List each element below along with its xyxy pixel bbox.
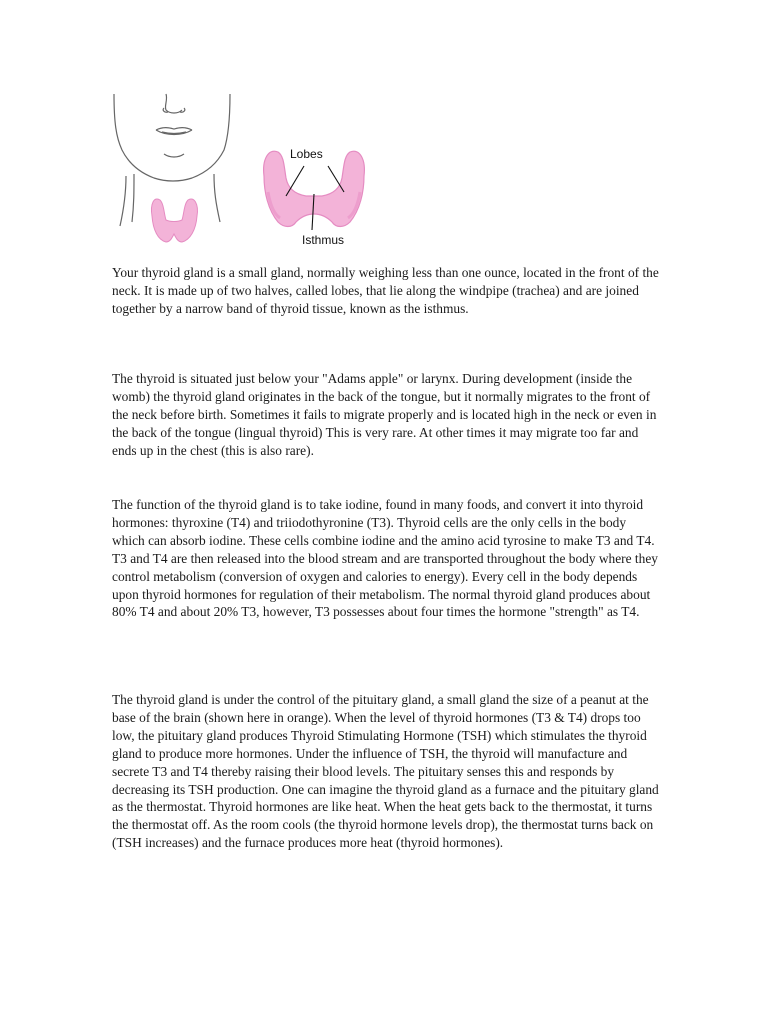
thyroid-illustration xyxy=(108,92,368,252)
thyroid-diagram xyxy=(108,92,368,252)
lobes-label: Lobes xyxy=(290,147,323,161)
paragraph-pituitary-control: The thyroid gland is under the control of the pituitary gland, a small gland the size of a peanut at the base of the brain (shown here in orange). When the level of thyroid hormones (T3 & T4) drops too low, the pituitary gland produces Thyroid Stimulating Hormone (TSH) which stimulates the thyroid gland to produce more hormones. Under the influence of TSH, the thyroid will manufacture and secrete T3 and T4 thereby raising their blood levels. The pituitary senses this and responds by decreasing its TSH production. One can imagine the thyroid gland as a furnace and the pituitary gland as the thermostat. Thyroid hormones are like heat. When the heat gets back to the thermostat, it turns the thermostat off. As the room cools (the thyroid hormone levels drop), the thermostat turns back on (TSH increases) and the furnace produces more heat (thyroid hormones). xyxy=(112,692,659,851)
large-thyroid-icon xyxy=(264,151,365,226)
face-neck-outline xyxy=(114,94,230,226)
paragraph-thyroid-description: Your thyroid gland is a small gland, normally weighing less than one ounce, located in the front of the neck. It is made up of two halves, called lobes, that lie along the windpipe (trachea) and are joined together by a narrow band of thyroid tissue, known as the isthmus. xyxy=(112,265,659,316)
neck-thyroid-icon xyxy=(151,199,197,242)
paragraph-thyroid-location: The thyroid is situated just below your "Adams apple" or larynx. During development (inside the womb) the thyroid gland originates in the back of the tongue, but it normally migrates to the front of the neck before birth. Sometimes it fails to migrate properly and is located high in the neck or even in the back of the tongue (lingual thyroid) This is very rare. At other times it may migrate too far and ends up in the chest (this is also rare). xyxy=(112,371,657,458)
isthmus-label: Isthmus xyxy=(302,233,345,247)
paragraph-thyroid-function: The function of the thyroid gland is to take iodine, found in many foods, and convert it into thyroid hormones: thyroxine (T4) and triiodothyronine (T3). Thyroid cells are the only cells in the body which can absorb iodine. These cells combine iodine and the amino acid tyrosine to make T3 and T4. T3 and T4 are then released into the blood stream and are transported throughout the body where they control metabolism (conversion of oxygen and calories to energy). Every cell in the body depends upon thyroid hormones for regulation of their metabolism. The normal thyroid gland produces about 80% T4 and about 20% T3, however, T3 possesses about four times the hormone "strength" as T4. xyxy=(112,497,658,620)
